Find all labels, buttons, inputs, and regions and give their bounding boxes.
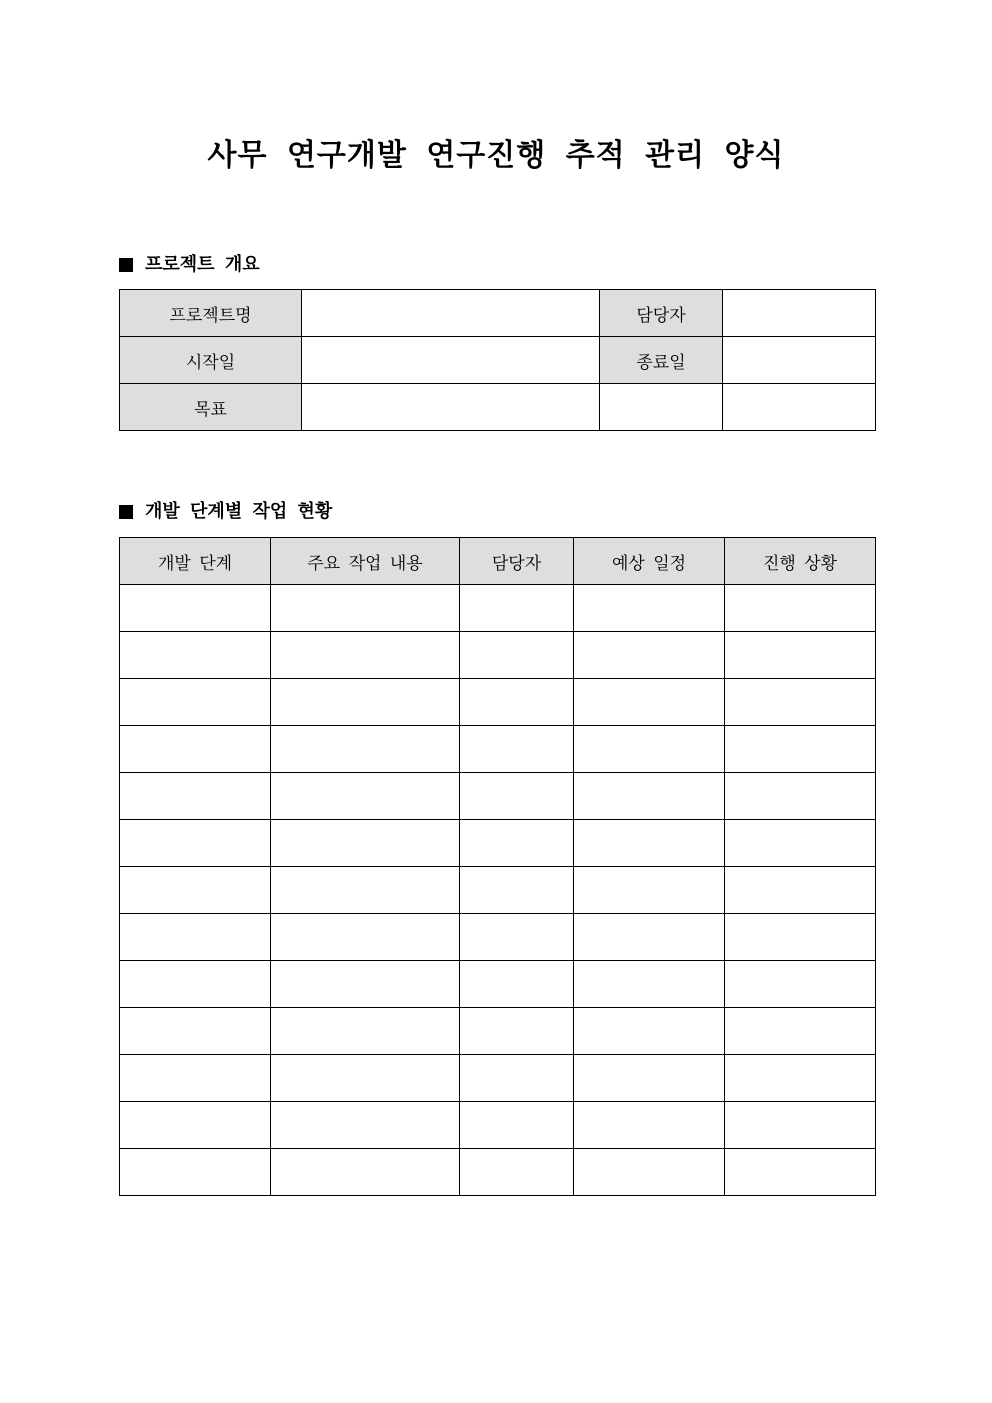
table-row [120, 867, 876, 914]
cell-stage[interactable] [120, 679, 271, 726]
cell-stage[interactable] [120, 961, 271, 1008]
cell-task[interactable] [271, 961, 460, 1008]
cell-manager[interactable] [460, 585, 574, 632]
cell-manager[interactable] [460, 1008, 574, 1055]
cell-schedule[interactable] [574, 1102, 725, 1149]
cell-task[interactable] [271, 679, 460, 726]
cell-schedule[interactable] [574, 726, 725, 773]
cell-manager[interactable] [460, 961, 574, 1008]
cell-manager[interactable] [460, 914, 574, 961]
cell-task[interactable] [271, 726, 460, 773]
cell-stage[interactable] [120, 1149, 271, 1196]
cell-manager[interactable] [460, 679, 574, 726]
cell-task[interactable] [271, 632, 460, 679]
cell-manager[interactable] [460, 1149, 574, 1196]
overview-row-dates [120, 337, 876, 384]
cell-stage[interactable] [120, 726, 271, 773]
table-row [120, 961, 876, 1008]
cell-progress[interactable] [725, 1055, 876, 1102]
cell-manager[interactable] [460, 867, 574, 914]
cell-schedule[interactable] [574, 632, 725, 679]
cell-stage[interactable] [120, 1055, 271, 1102]
cell-progress[interactable] [725, 1008, 876, 1055]
cell-schedule[interactable] [574, 914, 725, 961]
cell-schedule[interactable] [574, 773, 725, 820]
cell-manager[interactable] [460, 632, 574, 679]
cell-progress[interactable] [725, 726, 876, 773]
table-row [120, 679, 876, 726]
column-header-task: 주요 작업 내용 [271, 538, 460, 585]
cell-progress[interactable] [725, 914, 876, 961]
cell-schedule[interactable] [574, 867, 725, 914]
cell-progress[interactable] [725, 632, 876, 679]
column-header-manager: 담당자 [460, 538, 574, 585]
cell-task[interactable] [271, 914, 460, 961]
field-manager[interactable] [723, 290, 876, 337]
cell-stage[interactable] [120, 1008, 271, 1055]
cell-stage[interactable] [120, 1102, 271, 1149]
cell-task[interactable] [271, 867, 460, 914]
section-heading-label: 개발 단계별 작업 현황 [145, 501, 333, 522]
field-project-name[interactable] [302, 290, 600, 337]
cell-stage[interactable] [120, 914, 271, 961]
column-header-progress: 진행 상황 [725, 538, 876, 585]
cell-manager[interactable] [460, 820, 574, 867]
field-extra-1[interactable] [600, 384, 723, 431]
cell-task[interactable] [271, 585, 460, 632]
cell-schedule[interactable] [574, 1055, 725, 1102]
table-row [120, 632, 876, 679]
cell-stage[interactable] [120, 632, 271, 679]
cell-manager[interactable] [460, 1102, 574, 1149]
section-heading-label: 프로젝트 개요 [145, 254, 260, 275]
project-overview-table [119, 289, 876, 431]
cell-stage[interactable] [120, 867, 271, 914]
table-row [120, 820, 876, 867]
cell-schedule[interactable] [574, 1149, 725, 1196]
cell-manager[interactable] [460, 773, 574, 820]
cell-task[interactable] [271, 1149, 460, 1196]
cell-schedule[interactable] [574, 679, 725, 726]
cell-manager[interactable] [460, 1055, 574, 1102]
cell-task[interactable] [271, 1008, 460, 1055]
cell-progress[interactable] [725, 867, 876, 914]
cell-stage[interactable] [120, 773, 271, 820]
table-row [120, 773, 876, 820]
field-extra-2[interactable] [723, 384, 876, 431]
column-header-schedule: 예상 일정 [574, 538, 725, 585]
cell-schedule[interactable] [574, 961, 725, 1008]
cell-stage[interactable] [120, 820, 271, 867]
overview-row-project-name [120, 290, 876, 337]
table-row [120, 1149, 876, 1196]
square-bullet-icon [119, 505, 133, 519]
cell-schedule[interactable] [574, 1008, 725, 1055]
cell-progress[interactable] [725, 585, 876, 632]
section-heading-stage-status [119, 499, 332, 525]
cell-progress[interactable] [725, 679, 876, 726]
label-manager: 담당자 [600, 290, 723, 337]
table-row [120, 914, 876, 961]
cell-progress[interactable] [725, 1149, 876, 1196]
label-project-name: 프로젝트명 [120, 290, 302, 337]
table-row [120, 1055, 876, 1102]
cell-schedule[interactable] [574, 585, 725, 632]
overview-row-goal [120, 384, 876, 431]
label-start-date: 시작일 [120, 337, 302, 384]
cell-progress[interactable] [725, 1102, 876, 1149]
cell-progress[interactable] [725, 820, 876, 867]
stage-table-header-row [120, 538, 876, 585]
page-title: 사무 연구개발 연구진행 추적 관리 양식 [207, 138, 785, 173]
cell-task[interactable] [271, 773, 460, 820]
table-row [120, 1102, 876, 1149]
label-end-date: 종료일 [600, 337, 723, 384]
table-row [120, 726, 876, 773]
cell-task[interactable] [271, 820, 460, 867]
square-bullet-icon [119, 258, 133, 272]
cell-manager[interactable] [460, 726, 574, 773]
cell-progress[interactable] [725, 773, 876, 820]
stage-status-table [119, 537, 876, 1196]
table-row [120, 585, 876, 632]
cell-task[interactable] [271, 1102, 460, 1149]
cell-stage[interactable] [120, 585, 271, 632]
cell-progress[interactable] [725, 961, 876, 1008]
table-row [120, 1008, 876, 1055]
field-goal[interactable] [302, 384, 600, 431]
label-goal: 목표 [120, 384, 302, 431]
cell-schedule[interactable] [574, 820, 725, 867]
section-heading-project-overview [119, 252, 260, 278]
field-start-date[interactable] [302, 337, 600, 384]
column-header-stage: 개발 단계 [120, 538, 271, 585]
cell-task[interactable] [271, 1055, 460, 1102]
field-end-date[interactable] [723, 337, 876, 384]
